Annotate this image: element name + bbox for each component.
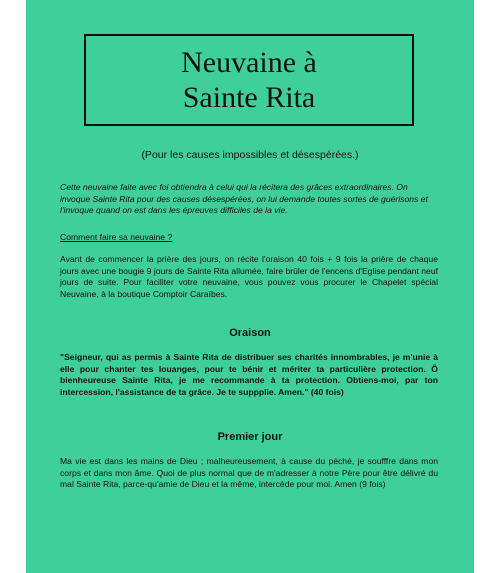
subtitle: (Pour les causes impossibles et désespérées.) — [141, 149, 359, 161]
title-box — [84, 34, 414, 126]
premier-jour-heading: Premier jour — [217, 431, 283, 443]
oraison-paragraph: "Seigneur, qui as permis à Sainte Rita de distribuer ses charités innombrables, je m'unie à elle pour chanter tes louanges, pour te bénir et mériter ta particulière protection. Ô bienheureuse Sainte Rita, je me recommande à ta protection. Obtiens-moi, par ton intercession, l'assistance de ta grâce. Je te suppplie. Amen." (40 fois) — [60, 352, 438, 397]
intro-paragraph: Cette neuvaine faite avec foi obtiendra à celui qui la récitera des grâces extraordinaires. On invoque Sainte Rita pour des causes désespérées, on lui demande toutes sortes de guérisons et l'invoque quand on est dans les épreuves difficiles de la vie. — [60, 182, 428, 215]
howto-heading: Comment faire sa neuvaine ? — [60, 232, 173, 242]
neuvaine-page — [26, 0, 474, 573]
howto-paragraph: Avant de commencer la prière des jours, on récite l'oraison 40 fois + 9 fois la prière de chaque jours avec une bougie 9 jours de Sainte Rita allumée, faire brûler de l'encens d'Eglise pendant neuf jours de suite. Pour faciliter votre neuvaine, vous pouvez vous procurer le Chapelet spécial Neuvaine, à la boutique Comptoir Caraïbes. — [60, 254, 438, 299]
title-line-1: Neuvaine à — [181, 46, 317, 79]
oraison-heading: Oraison — [229, 327, 271, 339]
title-line-2: Sainte Rita — [182, 81, 316, 114]
premier-jour-paragraph: Ma vie est dans les mains de Dieu ; malheureusement, à cause du péché, je soufffre dans mon corps et dans mon âme. Quoi de plus normal que de m'adresser à notre Père pour être délivré du mal Sainte Rita, parce-qu'amie de Dieu et la même, intercède pour moi. Amen (9 fois) — [60, 456, 438, 489]
